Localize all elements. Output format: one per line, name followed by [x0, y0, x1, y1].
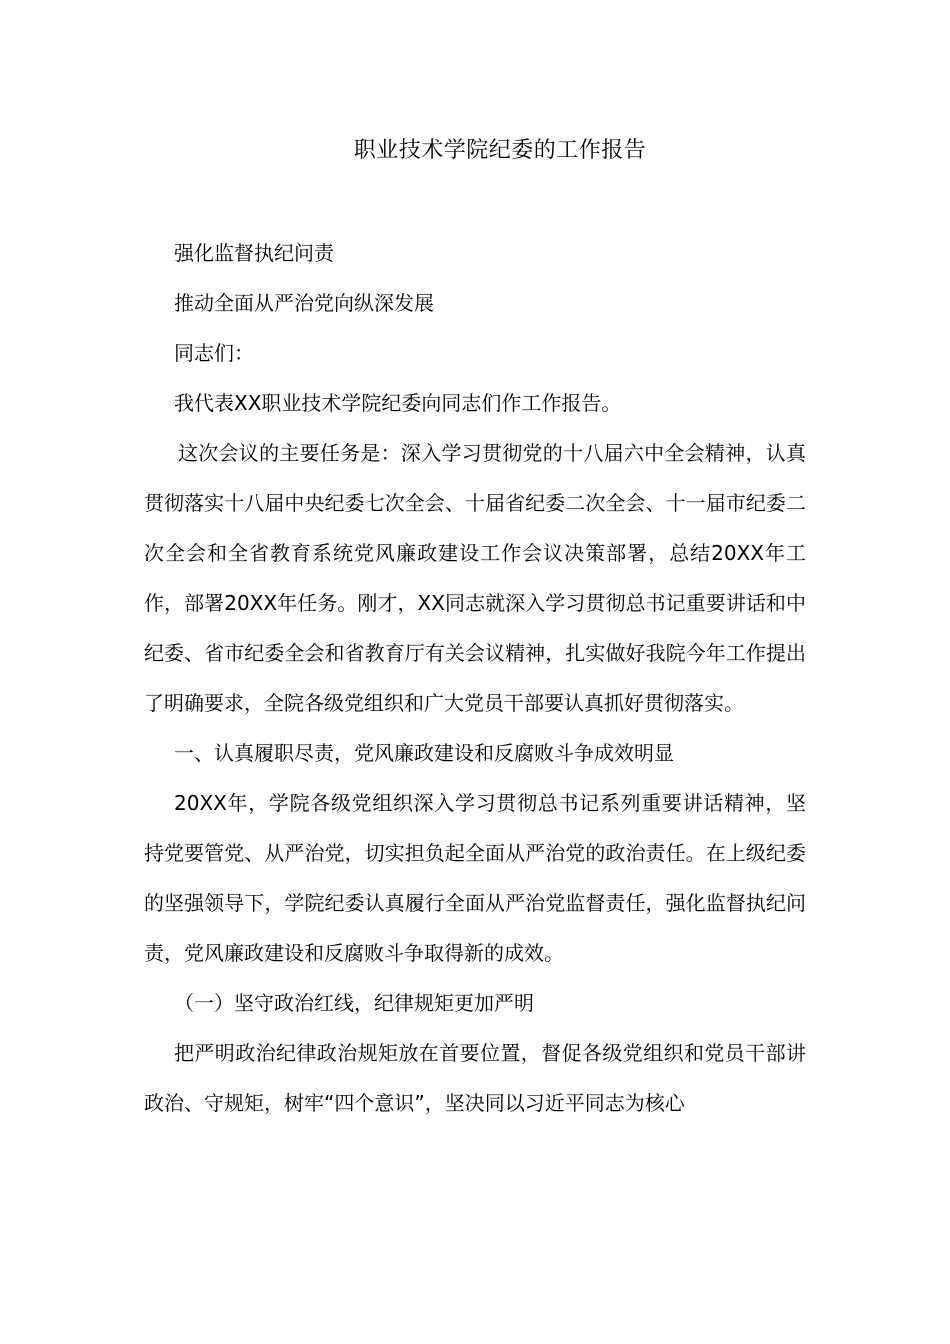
subtitle-line-1: 强化监督执纪问责 [174, 241, 334, 265]
section-heading-1: 一、认真履职尽责，党风廉政建设和反腐败斗争成效明显 [174, 741, 674, 765]
intro-paragraph: 我代表XX职业技术学院纪委向同志们作工作报告。 [174, 391, 622, 415]
meeting-task-paragraph: 这次会议的主要任务是：深入学习贯彻党的十八届六中全会精神，认真贯彻落实十八届中央纪委七次全会、十届省纪委二次全会、十一届市纪委二次全会和全省教育系统党风廉政建设工作会议决策部署，总结20XX年工作，部署20XX年任务。刚才，XX同志就深入学习贯彻总书记重要讲话和中纪委、省市纪委全会和省教育厅有关会议精神，扎实做好我院今年工作提出了明确要求，全院各级党组织和广大党员干部要认真抓好贯彻落实。 [144, 441, 806, 715]
subsection-heading-1: （一）坚守政治红线，纪律规矩更加严明 [174, 991, 534, 1015]
document-body [144, 228, 806, 1128]
section-1-paragraph: 20XX年，学院各级党组织深入学习贯彻总书记系列重要讲话精神，坚持党要管党、从严治党，切实担负起全面从严治党的政治责任。在上级纪委的坚强领导下，学院纪委认真履行全面从严治党监督责任，强化监督执纪问责，党风廉政建设和反腐败斗争取得新的成效。 [144, 791, 806, 965]
document-title: 职业技术学院纪委的工作报告 [353, 138, 647, 163]
subsection-1-paragraph: 把严明政治纪律政治规矩放在首要位置，督促各级党组织和党员干部讲政治、守规矩，树牢“四个意识”，坚决同以习近平同志为核心 [144, 1041, 806, 1115]
subtitle-line-2: 推动全面从严治党向纵深发展 [174, 291, 434, 315]
salutation: 同志们： [174, 341, 254, 365]
